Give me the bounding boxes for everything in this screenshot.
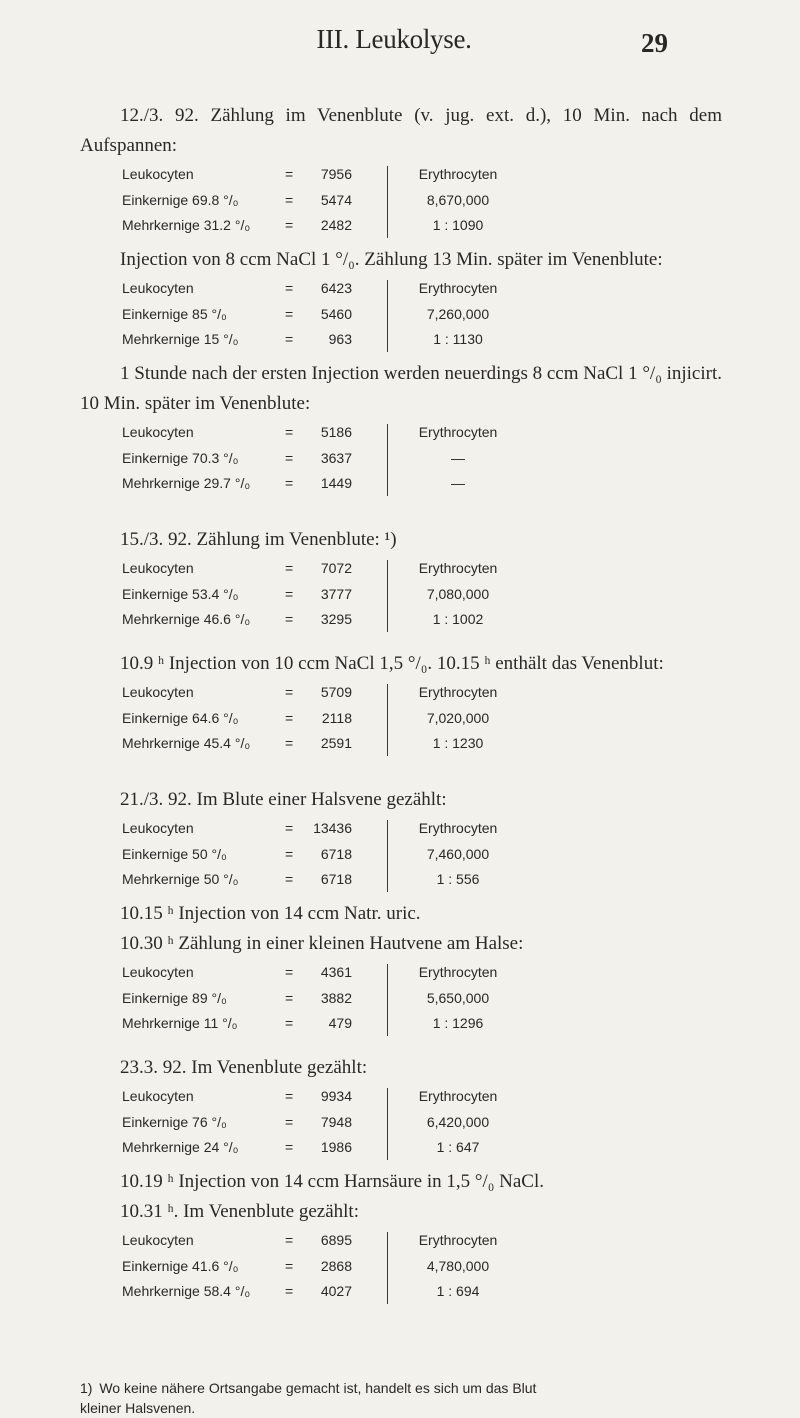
erythrocyten-label: Erythrocyten [418,820,498,836]
erythrocyten-ratio: 1 : 1296 [432,1015,484,1031]
paragraph-injection-natr-uric: 10.15 ʰ Injection von 14 ccm Natr. uric. [120,903,421,924]
paragraph-second-injection: 1 Stunde nach der ersten Injection werden neuerdings 8 ccm NaCl 1 °/₀ injicirt. 10 Min. später im Venenblute: [80,363,722,414]
equals-sign: = [285,611,294,627]
paragraph-count-10-31: 10.31 ʰ. Im Venenblute gezählt: [120,1201,359,1222]
erythrocyten-label: Erythrocyten [418,1088,498,1104]
leukocyten-label: Leukocyten [122,1232,194,1248]
paragraph-15-3-count: 15./3. 92. Zählung im Venenblute: ¹) [120,529,397,550]
paragraph-injection-harnsaeure: 10.19 ʰ Injection von 14 ccm Harnsäure in 1,5 °/₀ NaCl. [120,1171,544,1192]
column-divider [387,964,388,1036]
einkernige-label: Einkernige 41.6 °/₀ [122,1258,239,1274]
section-gap [80,1043,722,1053]
leukocyten-value: 9934 [320,1088,352,1104]
erythrocyten-count: 4,780,000 [426,1258,490,1274]
equals-sign: = [285,280,294,296]
erythrocyten-ratio: 1 : 647 [436,1139,480,1155]
erythrocyten-count: 7,020,000 [426,710,490,726]
erythrocyten-label: Erythrocyten [418,964,498,980]
page-number: 29 [641,28,668,58]
einkernige-value: 2118 [321,710,352,726]
erythrocyten-count: 5,650,000 [426,990,490,1006]
erythrocyten-label: Erythrocyten [418,560,498,576]
einkernige-value: 6718 [320,846,352,862]
mehrkernige-value: 2591 [320,735,352,751]
erythrocyten-label: Erythrocyten [418,166,498,182]
einkernige-value: 5460 [320,306,352,322]
footnote-mark: 1) [80,1380,93,1396]
paragraph-injection-10ccm: 10.9 ʰ Injection von 10 ccm NaCl 1,5 °/₀. 10.15 ʰ enthält das Venenblut: [120,653,664,674]
mehrkernige-value: 1986 [320,1139,352,1155]
leukocyten-label: Leukocyten [122,1088,194,1104]
leukocyten-value: 5186 [320,424,352,440]
column-divider [387,1232,388,1304]
count-table-1 [80,161,722,245]
footnote-text: Wo keine nähere Ortsangabe gemacht ist, handelt es sich um das Blut [99,1380,537,1396]
erythrocyten-count: — [451,450,465,466]
equals-sign: = [285,871,294,887]
equals-sign: = [285,1258,294,1274]
paragraph-12-3-count: 12./3. 92. Zählung im Venenblute (v. jug. ext. d.), 10 Min. nach dem Aufspannen: [80,105,722,156]
equals-sign: = [285,735,294,751]
running-title: III. Leukolyse. [316,24,472,54]
equals-sign: = [285,1139,294,1155]
einkernige-value: 3637 [320,450,352,466]
count-table-7 [80,959,722,1043]
leukocyten-label: Leukocyten [122,820,194,836]
equals-sign: = [285,475,294,491]
paragraph-injection-8ccm: Injection von 8 ccm NaCl 1 °/₀. Zählung 13 Min. später im Venenblute: [120,249,663,270]
equals-sign: = [285,424,294,440]
equals-sign: = [285,1283,294,1299]
footnote-continued: kleiner Halsvenen. [80,1400,196,1416]
mehrkernige-value: 1449 [320,475,352,491]
page-body [80,101,722,1311]
einkernige-value: 2868 [320,1258,352,1274]
equals-sign: = [285,450,294,466]
equals-sign: = [285,166,294,182]
leukocyten-label: Leukocyten [122,280,194,296]
column-divider [387,560,388,632]
mehrkernige-value: 4027 [320,1283,352,1299]
einkernige-value: 3777 [320,586,352,602]
einkernige-value: 3882 [320,990,352,1006]
erythrocyten-ratio: — [451,475,465,491]
equals-sign: = [285,306,294,322]
einkernige-value: 7948 [320,1114,352,1130]
einkernige-value: 5474 [320,192,352,208]
count-table-2 [80,275,722,359]
erythrocyten-ratio: 1 : 1002 [432,611,484,627]
leukocyten-value: 7956 [320,166,352,182]
equals-sign: = [285,846,294,862]
erythrocyten-count: 6,420,000 [426,1114,490,1130]
mehrkernige-label: Mehrkernige 15 °/₀ [122,331,239,347]
erythrocyten-ratio: 1 : 694 [436,1283,480,1299]
mehrkernige-value: 2482 [320,217,352,233]
footnote [80,1378,722,1416]
mehrkernige-label: Mehrkernige 50 °/₀ [122,871,239,887]
mehrkernige-value: 3295 [320,611,352,627]
equals-sign: = [285,1015,294,1031]
erythrocyten-label: Erythrocyten [418,424,498,440]
page-header [120,24,668,68]
erythrocyten-count: 7,080,000 [426,586,490,602]
column-divider [387,820,388,892]
einkernige-label: Einkernige 50 °/₀ [122,846,227,862]
equals-sign: = [285,560,294,576]
mehrkernige-value: 6718 [320,871,352,887]
count-table-6 [80,815,722,899]
leukocyten-label: Leukocyten [122,964,194,980]
paragraph-count-hautvene: 10.30 ʰ Zählung in einer kleinen Hautvene am Halse: [120,933,524,954]
paragraph-23-3-count: 23.3. 92. Im Venenblute gezählt: [120,1057,368,1078]
column-divider [387,1088,388,1160]
leukocyten-label: Leukocyten [122,560,194,576]
leukocyten-label: Leukocyten [122,684,194,700]
column-divider [387,280,388,352]
equals-sign: = [285,990,294,1006]
equals-sign: = [285,586,294,602]
count-table-4 [80,555,722,639]
equals-sign: = [285,1232,294,1248]
equals-sign: = [285,820,294,836]
equals-sign: = [285,331,294,347]
erythrocyten-ratio: 1 : 556 [436,871,480,887]
equals-sign: = [285,684,294,700]
erythrocyten-ratio: 1 : 1130 [433,331,483,347]
leukocyten-value: 13436 [313,820,352,836]
count-table-3 [80,419,722,503]
leukocyten-label: Leukocyten [122,166,194,182]
section-gap [80,763,722,785]
mehrkernige-label: Mehrkernige 45.4 °/₀ [122,735,251,751]
erythrocyten-label: Erythrocyten [418,280,498,296]
leukocyten-value: 4361 [320,964,352,980]
leukocyten-value: 5709 [320,684,352,700]
mehrkernige-label: Mehrkernige 31.2 °/₀ [122,217,251,233]
einkernige-label: Einkernige 85 °/₀ [122,306,227,322]
leukocyten-value: 7072 [320,560,352,576]
leukocyten-value: 6423 [320,280,352,296]
erythrocyten-ratio: 1 : 1230 [432,735,484,751]
mehrkernige-label: Mehrkernige 29.7 °/₀ [122,475,251,491]
erythrocyten-ratio: 1 : 1090 [432,217,484,233]
count-table-8 [80,1083,722,1167]
column-divider [387,424,388,496]
equals-sign: = [285,964,294,980]
mehrkernige-label: Mehrkernige 58.4 °/₀ [122,1283,251,1299]
erythrocyten-count: 7,460,000 [426,846,490,862]
equals-sign: = [285,217,294,233]
einkernige-label: Einkernige 70.3 °/₀ [122,450,239,466]
einkernige-label: Einkernige 76 °/₀ [122,1114,227,1130]
erythrocyten-count: 7,260,000 [426,306,490,322]
count-table-9 [80,1227,722,1311]
section-gap [80,639,722,649]
einkernige-label: Einkernige 53.4 °/₀ [122,586,239,602]
erythrocyten-label: Erythrocyten [418,684,498,700]
mehrkernige-value: 479 [328,1015,352,1031]
erythrocyten-label: Erythrocyten [418,1232,498,1248]
mehrkernige-label: Mehrkernige 46.6 °/₀ [122,611,251,627]
column-divider [387,166,388,238]
mehrkernige-label: Mehrkernige 11 °/₀ [122,1015,238,1031]
einkernige-label: Einkernige 69.8 °/₀ [122,192,239,208]
erythrocyten-count: 8,670,000 [426,192,490,208]
paragraph-21-3-count: 21./3. 92. Im Blute einer Halsvene gezählt: [120,789,447,810]
equals-sign: = [285,710,294,726]
section-gap [80,503,722,525]
mehrkernige-value: 963 [328,331,352,347]
column-divider [387,684,388,756]
leukocyten-label: Leukocyten [122,424,194,440]
equals-sign: = [285,192,294,208]
leukocyten-value: 6895 [320,1232,352,1248]
equals-sign: = [285,1114,294,1130]
equals-sign: = [285,1088,294,1104]
einkernige-label: Einkernige 89 °/₀ [122,990,227,1006]
einkernige-label: Einkernige 64.6 °/₀ [122,710,239,726]
count-table-5 [80,679,722,763]
mehrkernige-label: Mehrkernige 24 °/₀ [122,1139,239,1155]
